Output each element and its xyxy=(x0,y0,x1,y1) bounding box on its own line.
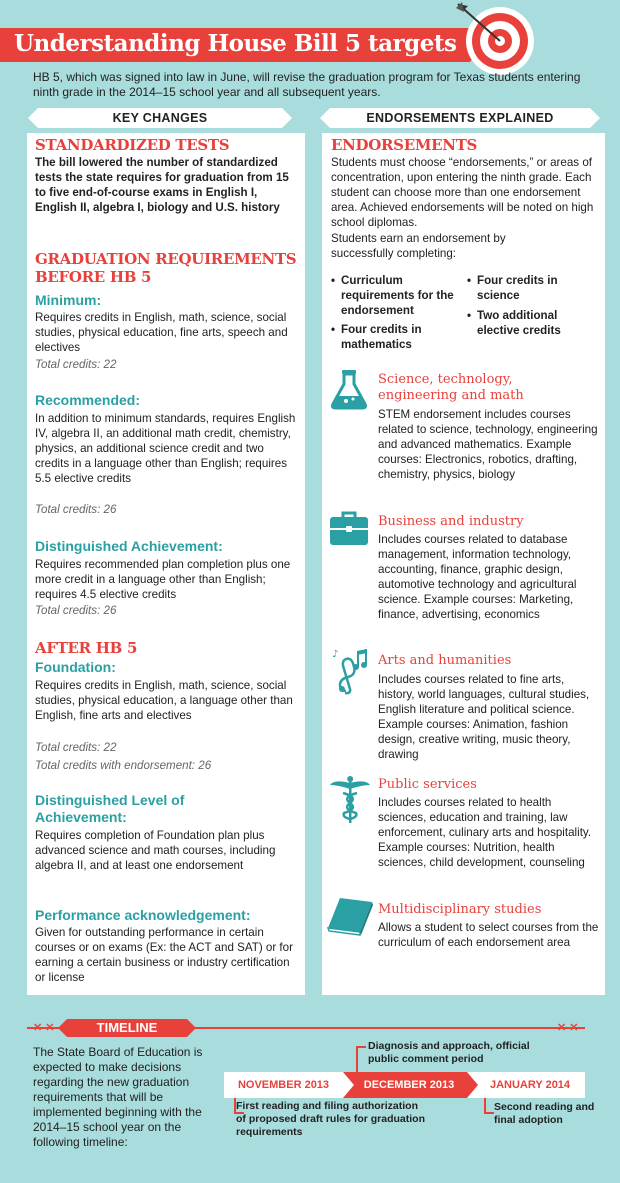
november-note: First reading and filing authorization of proposed draft rules for graduation requirements xyxy=(236,1100,426,1138)
endorsements-heading: ENDORSEMENTS xyxy=(331,136,478,154)
january-note: Second reading and final adoption xyxy=(494,1101,595,1126)
minimum-text: Requires credits in English, math, science, social studies, physical education, fine arts, speech and electives xyxy=(35,311,288,354)
stem-title: Science, technology, engineering and math xyxy=(378,372,524,403)
foundation-text: Requires credits in English, math, science, social studies, physical education, a language other than English, fine arts and electives xyxy=(35,679,293,722)
distinguished-text: Requires recommended plan completion plus one more credit in a language other than English; requires 4.5 elective credits xyxy=(35,558,291,601)
bullet-math: • Four credits in mathematics xyxy=(331,322,456,352)
arts-title: Arts and humanities xyxy=(378,653,512,668)
january-leader xyxy=(484,1098,494,1114)
business-title: Business and industry xyxy=(378,514,524,529)
title-banner xyxy=(0,28,470,62)
public-services-text: Includes courses related to health sciences, education and training, law enforcement, culinary arts and hospitality. Example courses: Nutrition, health sciences, child development, counseling xyxy=(378,796,592,869)
music-notes-icon xyxy=(330,645,370,695)
before-hb5-heading: GRADUATION REQUIREMENTS BEFORE HB 5 xyxy=(35,250,297,286)
multidisciplinary-text: Allows a student to select courses from the curriculum of each endorsement area xyxy=(378,921,599,949)
foundation-credits: Total credits: 22 xyxy=(35,741,117,754)
timeline-decoration-left: ✕ ✕ xyxy=(33,1022,55,1034)
distinguished-heading: Distinguished Achievement: xyxy=(35,538,223,554)
minimum-credits: Total credits: 22 xyxy=(35,358,117,371)
foundation-heading: Foundation: xyxy=(35,659,116,675)
arts-text: Includes courses related to fine arts, history, world languages, cultural studies, English literature and political science. Example courses: Animation, fashion design, creative writing, music theory, drawing xyxy=(378,673,590,761)
bullet-electives: • Two additional elective credits xyxy=(467,308,599,338)
flask-icon xyxy=(329,368,369,410)
performance-text: Given for outstanding performance in certain courses or on exams (Ex: the ACT and SAT) or for earning a certain business or industry certification or license xyxy=(35,926,293,984)
key-changes-header: KEY CHANGES xyxy=(38,108,282,128)
minimum-heading: Minimum: xyxy=(35,292,102,308)
timeline-intro: The State Board of Education is expected to make decisions regarding the new graduation requirements that will be implemented beginning with the 2014–15 school year on the following timeline: xyxy=(33,1045,203,1149)
key-changes-panel xyxy=(27,133,305,995)
timeline-december: DECEMBER 2013 xyxy=(343,1072,467,1098)
timeline-decoration-right: ✕ ✕ xyxy=(557,1022,579,1034)
bullet-science: • Four credits in science xyxy=(467,273,592,303)
business-text: Includes courses related to database management, information technology, accounting, finance, graphic design, automotive technology and agricultural science. Example courses: Marketing, finance, advertising, economics xyxy=(378,533,577,621)
foundation-credits-endorsement: Total credits with endorsement: 26 xyxy=(35,759,212,772)
distinguished-credits: Total credits: 26 xyxy=(35,604,117,617)
svg-text:♪: ♪ xyxy=(332,649,339,660)
december-leader xyxy=(356,1046,366,1072)
recommended-text: In addition to minimum standards, requires English IV, algebra II, an additional math credit, chemistry, physics, an additional science credit and two credits in a language other than English; requires 5.5 elective credits xyxy=(35,412,296,485)
standardized-tests-text: The bill lowered the number of standardized tests the state requires for graduation from 15 to five end-of-course exams in English I, English II, algebra I, biology and U.S. history xyxy=(35,156,289,214)
recommended-credits: Total credits: 26 xyxy=(35,503,117,516)
endorsements-header: ENDORSEMENTS EXPLAINED xyxy=(330,108,590,128)
bullet-curriculum: • Curriculum requirements for the endorsement xyxy=(331,273,456,318)
briefcase-icon xyxy=(328,511,370,547)
distinguished-level-text: Requires completion of Foundation plan plus advanced science and math courses, including algebra II, and at least one endorsement xyxy=(35,829,276,872)
stem-text: STEM endorsement includes courses related to science, technology, engineering and advanced mathematics. Example courses: Electronics, robotics, drafting, chemistry, physics, biology xyxy=(378,408,598,481)
page-title: Understanding House Bill 5 targets xyxy=(14,30,457,57)
timeline-november: NOVEMBER 2013 xyxy=(224,1072,343,1098)
after-hb5-heading: AFTER HB 5 xyxy=(35,639,138,657)
timeline-banner xyxy=(27,1019,585,1037)
timeline-january: JANUARY 2014 xyxy=(467,1072,585,1098)
standardized-tests-heading: STANDARDIZED TESTS xyxy=(35,136,230,154)
timeline-label: TIMELINE xyxy=(67,1019,187,1037)
endorsements-panel xyxy=(322,133,605,995)
public-services-title: Public services xyxy=(378,777,477,792)
recommended-heading: Recommended: xyxy=(35,392,141,408)
endorsements-text: Students must choose “endorsements,” or areas of concentration, upon entering the ninth grade. Each student can choose more than one endorsement area. Achieved endorsements will be noted on high school diplomas. xyxy=(331,156,594,229)
endorsements-criteria-text: Students earn an endorsement by successfully completing: xyxy=(331,232,506,260)
book-icon xyxy=(326,896,374,936)
caduceus-icon xyxy=(328,775,372,825)
distinguished-level-heading: Distinguished Level of Achievement: xyxy=(35,792,185,825)
december-note: Diagnosis and approach, official public comment period xyxy=(368,1040,530,1065)
performance-heading: Performance acknowledgement: xyxy=(35,907,251,923)
intro-text: HB 5, which was signed into law in June, will revise the graduation program for Texas students entering ninth grade in the 2014–15 school year and all subsequent years. xyxy=(33,70,581,99)
multidisciplinary-title: Multidisciplinary studies xyxy=(378,902,542,917)
